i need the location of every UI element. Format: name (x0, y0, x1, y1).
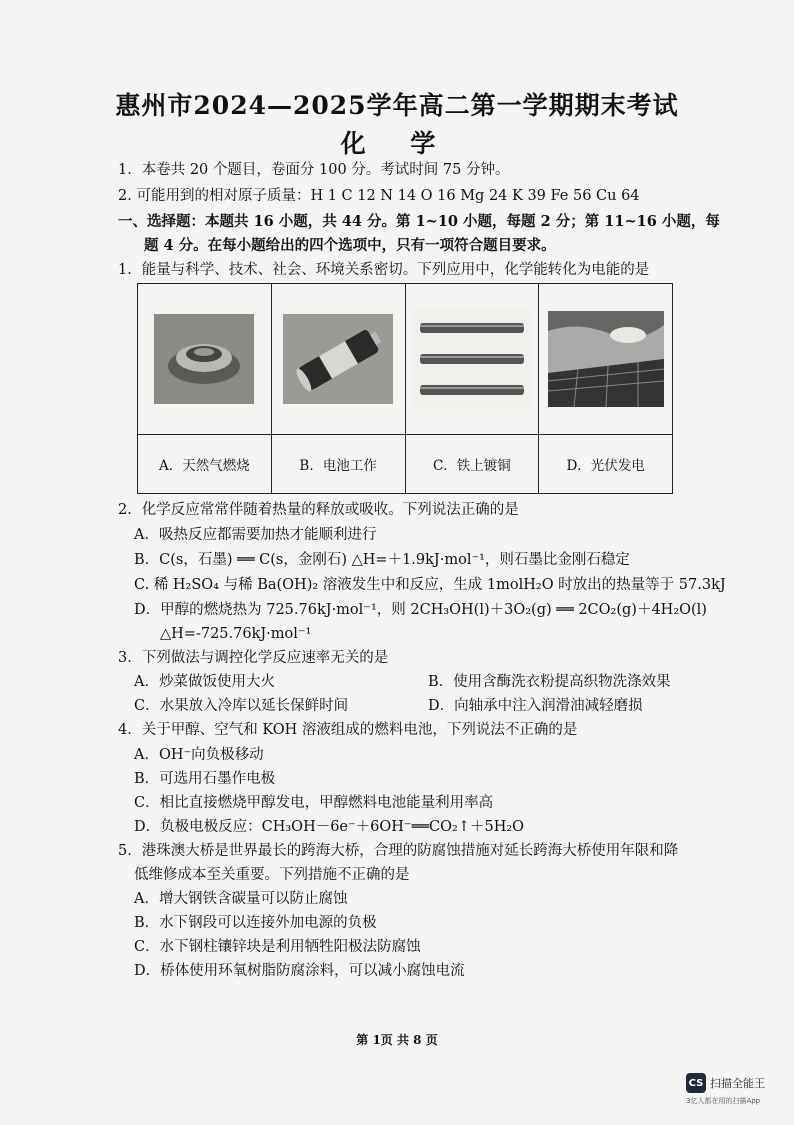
gas-burner-image (138, 284, 271, 435)
section-heading-line1: 一、选择题：本题共 16 小题，共 44 分。第 1~10 小题，每题 2 分；第 11~16 小题，每 (118, 213, 720, 230)
q3-option-b: B．使用含酶洗衣粉提高织物洗涤效果 (428, 674, 671, 690)
q1-option-d: D．光伏发电 (566, 458, 645, 474)
subject-title: 化 学 (340, 129, 454, 158)
q5-option-c: C．水下钢柱镶锌块是利用牺牲阳极法防腐蚀 (134, 939, 421, 955)
q4-option-c: C．相比直接燃烧甲醇发电，甲醇燃料电池能量利用率高 (134, 795, 494, 811)
q2-option-d-cont: △H=-725.76kJ·mol⁻¹ (160, 626, 312, 642)
q1-option-a-cell (138, 284, 272, 493)
scanner-watermark (686, 1073, 786, 1113)
camscanner-logo-icon: CS (686, 1073, 706, 1093)
q5-stem: 5．港珠澳大桥是世界最长的跨海大桥，合理的防腐蚀措施对延长跨海大桥使用年限和降 (118, 843, 679, 859)
q1-option-b: B．电池工作 (299, 458, 377, 474)
q3-option-c: C．水果放入冷库以延长保鲜时间 (134, 698, 349, 714)
q5-option-b: B．水下钢段可以连接外加电源的负极 (134, 915, 377, 931)
q1-option-c: C．铁上镀铜 (432, 458, 511, 474)
q1-option-a: A．天然气燃烧 (159, 458, 250, 474)
note-1: 1．本卷共 20 个题目，卷面分 100 分。考试时间 75 分钟。 (118, 162, 510, 178)
q2-option-c: C. 稀 H₂SO₄ 与稀 Ba(OH)₂ 溶液发生中和反应，生成 1molH₂O 时放出的热量等于 57.3kJ (134, 577, 726, 593)
q4-option-d: D．负极电极反应：CH₃OH－6e⁻＋6OH⁻══CO₂↑＋5H₂O (134, 819, 525, 835)
q1-option-d-cell (539, 284, 672, 493)
brand-name: 扫描全能王 (710, 1077, 765, 1090)
q5-stem-cont: 低维修成本至关重要。下列措施不正确的是 (134, 867, 410, 883)
q1-option-b-cell (272, 284, 406, 493)
q2-option-d: D．甲醇的燃烧热为 725.76kJ·mol⁻¹，则 2CH₃OH(l)＋3O₂(g) ══ 2CO₂(g)＋4H₂O(l) (134, 602, 707, 618)
q3-stem: 3．下列做法与调控化学反应速率无关的是 (118, 650, 389, 666)
q3-option-d: D．向轴承中注入润滑油减轻磨损 (428, 698, 643, 714)
q5-option-d: D．桥体使用环氧树脂防腐涂料，可以减小腐蚀电流 (134, 963, 465, 979)
solar-panel-image (539, 284, 672, 435)
q4-option-a: A．OH⁻向负极移动 (134, 747, 264, 763)
q5-option-a: A．增大钢铁含碳量可以防止腐蚀 (134, 891, 348, 907)
brand-slogan: 3亿人都在用的扫描App (686, 1097, 761, 1105)
q3-option-a: A．炒菜做饭使用大火 (134, 674, 275, 690)
q1-options-table (137, 283, 673, 494)
q4-option-b: B．可选用石墨作电极 (134, 771, 276, 787)
page-footer: 第 1页 共 8 页 (356, 1033, 438, 1047)
q2-option-b: B．C(s，石墨) ══ C(s，金刚石) △H=＋1.9kJ·mol⁻¹，则石墨比金刚石稳定 (134, 552, 630, 568)
section-heading-line2: 题 4 分。在每小题给出的四个选项中，只有一项符合题目要求。 (144, 237, 556, 254)
q2-option-a: A．吸热反应都需要加热才能顺利进行 (134, 527, 377, 543)
q4-stem: 4．关于甲醇、空气和 KOH 溶液组成的燃料电池，下列说法不正确的是 (118, 722, 578, 738)
note-2: 2. 可能用到的相对原子质量：H 1 C 12 N 14 O 16 Mg 24 K 39 Fe 56 Cu 64 (118, 188, 640, 204)
q1-stem: 1．能量与科学、技术、社会、环境关系密切。下列应用中，化学能转化为电能的是 (118, 262, 650, 278)
q1-option-c-cell (406, 284, 540, 493)
battery-image (272, 284, 405, 435)
copper-plated-rods-image (406, 284, 539, 435)
q2-stem: 2．化学反应常常伴随着热量的释放或吸收。下列说法正确的是 (118, 502, 519, 518)
exam-title: 惠州市2024—2025学年高二第一学期期末考试 (115, 91, 679, 120)
